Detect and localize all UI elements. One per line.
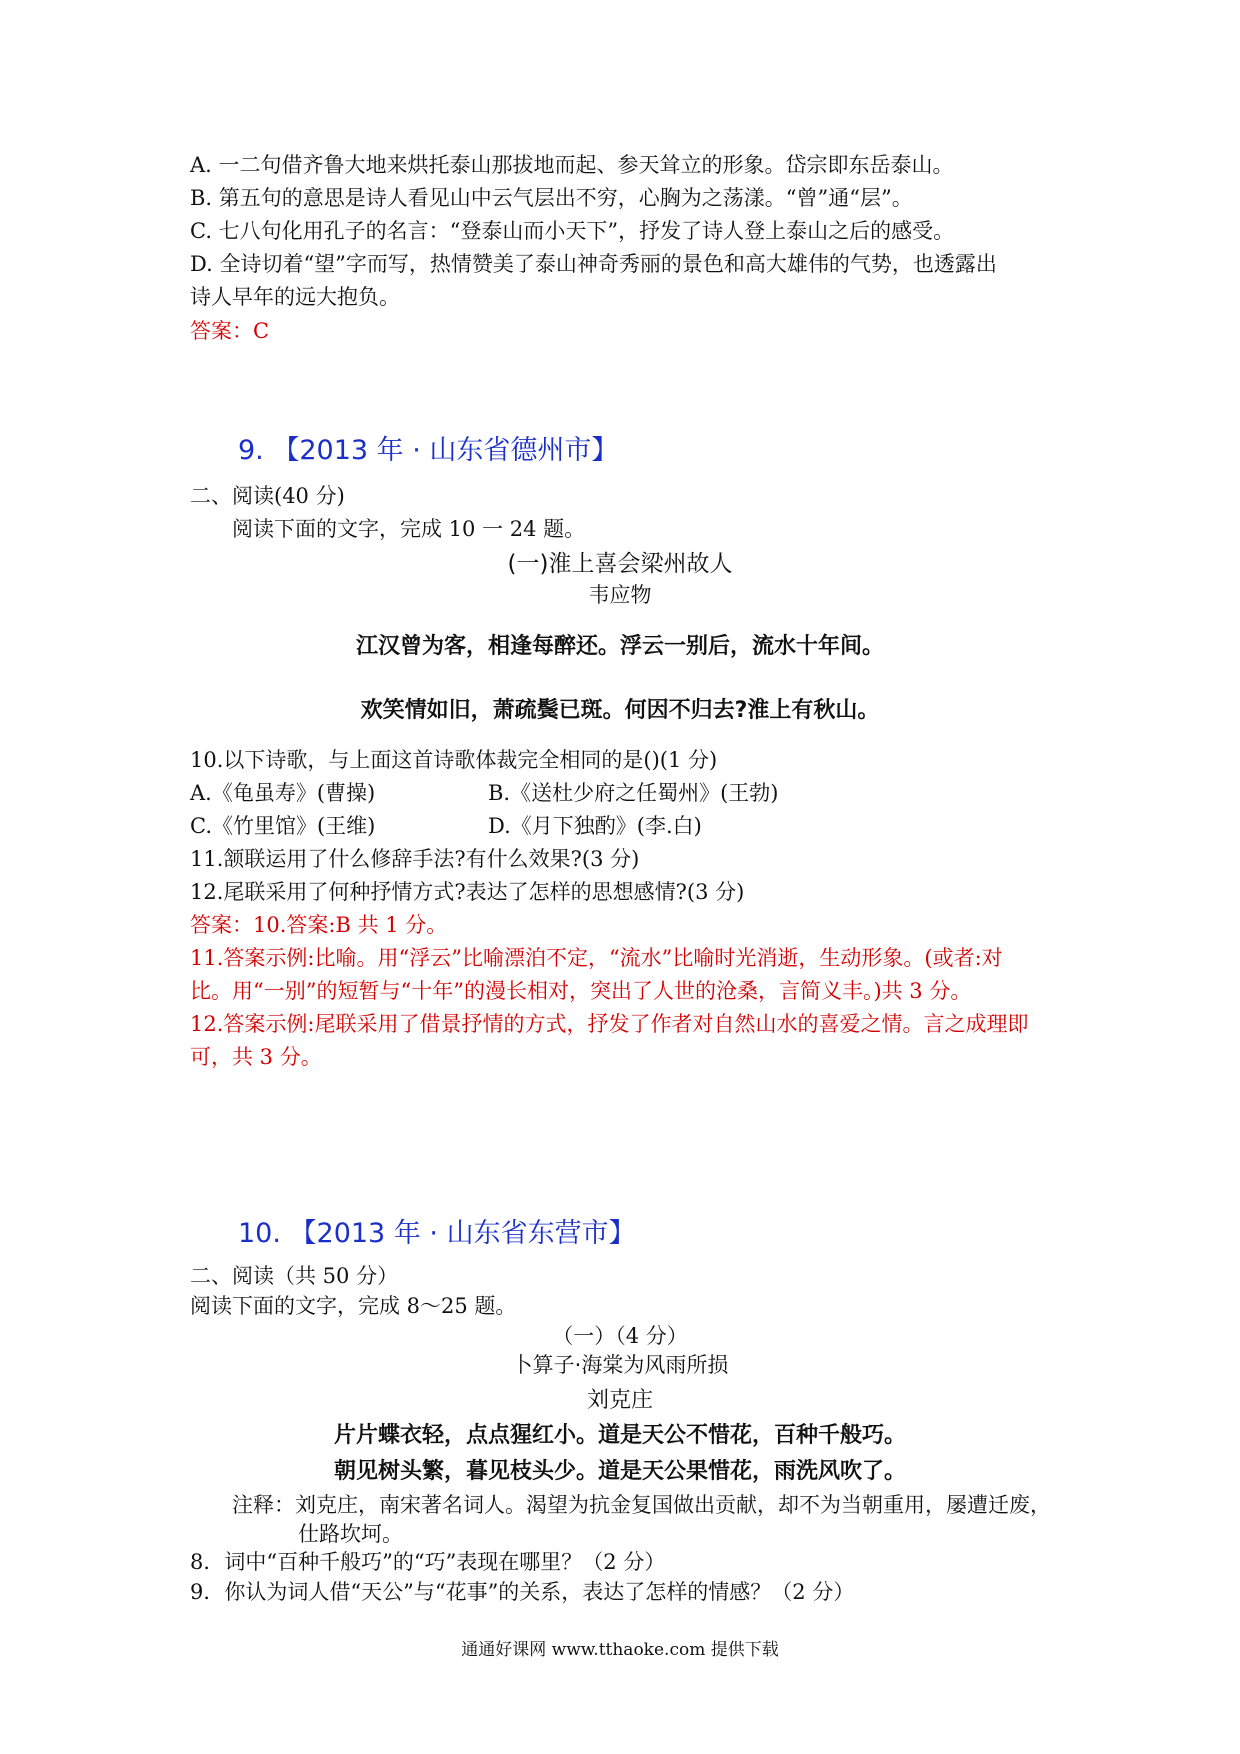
section-10-heading: 10. 【2013 年 · 山东省东营市】: [238, 1218, 636, 1249]
question-10-option-b: B.《送杜少府之任蜀州》(王勃): [488, 781, 779, 805]
ci-title: 卜算子·海棠为风雨所损: [511, 1353, 729, 1377]
question-12: 12.尾联采用了何种抒情方式?表达了怎样的思想感情?(3 分): [190, 880, 745, 904]
option-d-line1: D. 全诗切着“望”字而写，热情赞美了泰山神奇秀丽的景色和高大雄伟的气势，也透露出: [190, 252, 997, 276]
answer-12-line2: 可，共 3 分。: [190, 1045, 322, 1069]
section-9-part-title: 二、阅读(40 分): [190, 484, 345, 508]
poem-line-2: 欢笑情如旧，萧疏鬓已斑。何因不归去?淮上有秋山。: [360, 698, 880, 723]
answer-c: 答案：C: [190, 319, 270, 343]
question-10-option-a: A.《龟虽寿》(曹操): [190, 781, 376, 805]
poem-author: 韦应物: [588, 583, 652, 607]
section-10-instruction: 阅读下面的文字，完成 8～25 题。: [190, 1294, 517, 1318]
option-a: A. 一二句借齐鲁大地来烘托泰山那拔地而起、参天耸立的形象。岱宗即东岳泰山。: [190, 153, 954, 177]
question-10: 10.以下诗歌，与上面这首诗歌体裁完全相同的是()(1 分): [190, 748, 718, 772]
poem-title: (一)淮上喜会梁州故人: [507, 551, 733, 577]
ci-author: 刘克庄: [586, 1388, 653, 1413]
ci-line-1: 片片蝶衣轻，点点猩红小。道是天公不惜花，百种千般巧。: [333, 1423, 906, 1448]
answer-12-line1: 12.答案示例:尾联采用了借景抒情的方式，抒发了作者对自然山水的喜爱之情。言之成理即: [190, 1012, 1029, 1036]
question-11: 11.颔联运用了什么修辞手法?有什么效果?(3 分): [190, 847, 640, 871]
question-10-option-c: C.《竹里馆》(王维): [190, 814, 376, 838]
poem-line-1: 江汉曾为客，相逢每醉还。浮云一别后，流水十年间。: [355, 634, 884, 659]
answer-11-line2: 比。用“一别”的短暂与“十年”的漫长相对，突出了人世的沧桑，言简义丰。)共 3 分。: [190, 979, 972, 1003]
answer-10: 答案：10.答案:B 共 1 分。: [190, 913, 448, 937]
option-d-line2: 诗人早年的远大抱负。: [190, 285, 400, 309]
question-10-option-d: D.《月下独酌》(李.白): [488, 814, 702, 838]
section-9-instruction: 阅读下面的文字，完成 10 一 24 题。: [232, 517, 586, 541]
question-8: 8．词中“百种千般巧”的“巧”表现在哪里？（2 分）: [190, 1550, 666, 1574]
question-9: 9．你认为词人借“天公”与“花事”的关系，表达了怎样的情感？（2 分）: [190, 1580, 855, 1604]
section-10-part-title: 二、阅读（共 50 分）: [190, 1264, 399, 1288]
option-b: B. 第五句的意思是诗人看见山中云气层出不穷，心胸为之荡漾。“曾”通“层”。: [190, 186, 913, 210]
sub-section-title: （一）（4 分）: [552, 1324, 688, 1348]
ci-line-2: 朝见树头繁，暮见枝头少。道是天公果惜花，雨洗风吹了。: [333, 1459, 906, 1484]
ci-note-line2: 仕路坎坷。: [298, 1522, 403, 1546]
option-c: C. 七八句化用孔子的名言：“登泰山而小天下”，抒发了诗人登上泰山之后的感受。: [190, 219, 955, 243]
ci-note-line1: 注释：刘克庄，南宋著名词人。渴望为抗金复国做出贡献，却不为当朝重用，屡遭迁废，: [232, 1493, 1051, 1517]
section-9-heading: 9. 【2013 年 · 山东省德州市】: [238, 435, 619, 466]
page-footer: 通通好课网 www.tthaoke.com 提供下载: [461, 1640, 779, 1660]
answer-11-line1: 11.答案示例:比喻。用“浮云”比喻漂泊不定，“流水”比喻时光消逝，生动形象。(或者:对: [190, 946, 1003, 970]
